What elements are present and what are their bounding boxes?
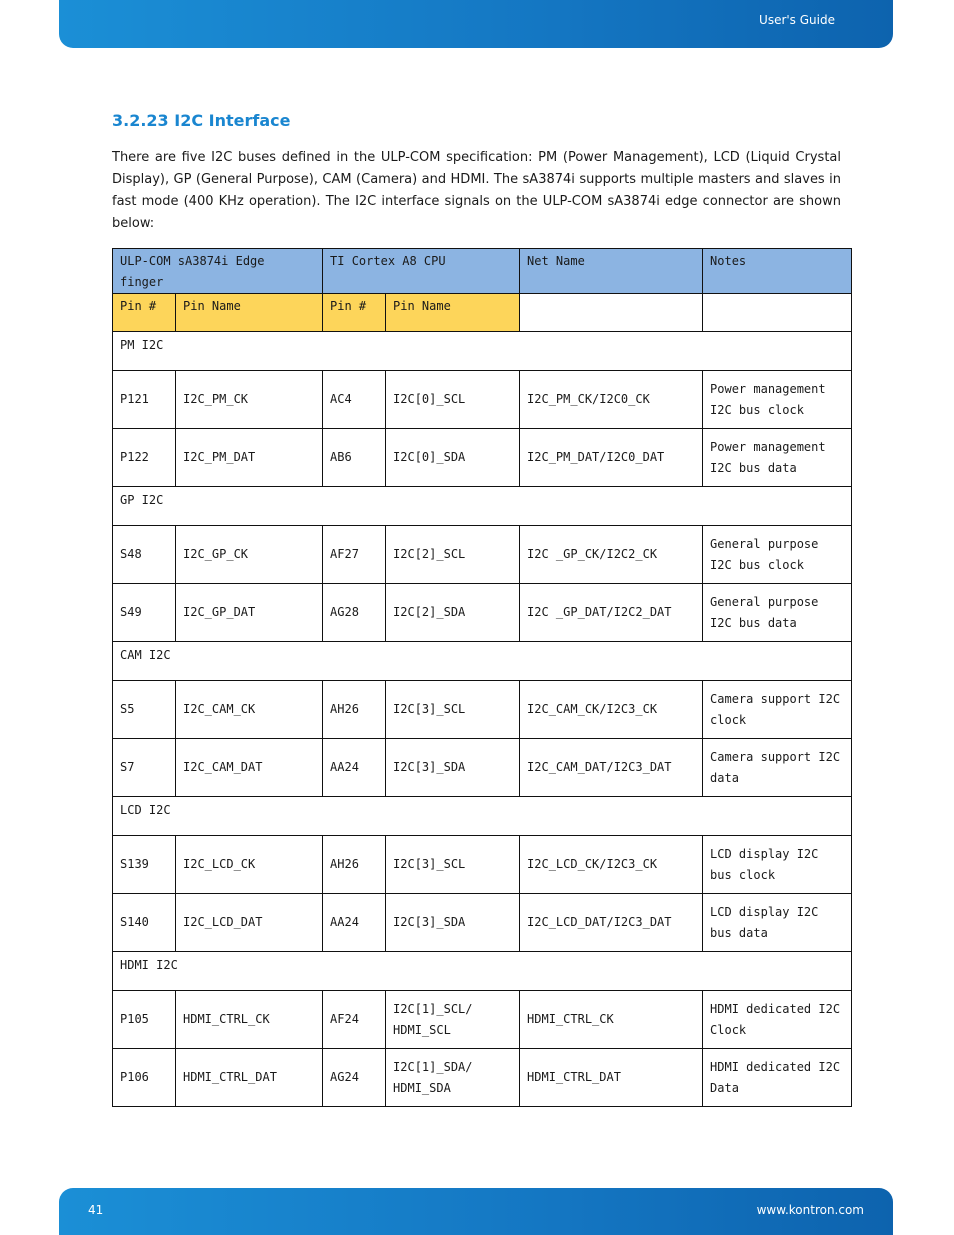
pin-name-cell: I2C_LCD_CK bbox=[176, 836, 323, 894]
subheader-pin: Pin # bbox=[113, 294, 176, 332]
table-row bbox=[113, 371, 852, 429]
net-name-cell: I2C_CAM_CK/I2C3_CK bbox=[520, 681, 703, 739]
pin-cell: S49 bbox=[113, 584, 176, 642]
cpu-pin-name-cell: I2C[1]_SDA/ HDMI_SDA bbox=[386, 1049, 520, 1107]
pin-name-cell: I2C_PM_CK bbox=[176, 371, 323, 429]
pin-name-cell: I2C_PM_DAT bbox=[176, 429, 323, 487]
pin-cell: S5 bbox=[113, 681, 176, 739]
pin-cell: P105 bbox=[113, 991, 176, 1049]
pin-cell: P122 bbox=[113, 429, 176, 487]
notes-cell: General purpose I2C bus data bbox=[703, 584, 852, 642]
pin-name-cell: HDMI_CTRL_DAT bbox=[176, 1049, 323, 1107]
cpu-pin-name-cell: I2C[1]_SCL/ HDMI_SCL bbox=[386, 991, 520, 1049]
subheader-cpu-pin-name: Pin Name bbox=[386, 294, 520, 332]
net-name-cell: I2C _GP_DAT/I2C2_DAT bbox=[520, 584, 703, 642]
i2c-pin-table bbox=[112, 248, 852, 1107]
group-label: LCD I2C bbox=[113, 797, 852, 836]
cpu-pin-cell: AG24 bbox=[323, 1049, 386, 1107]
header-edge-finger: ULP-COM sA3874i Edge finger bbox=[113, 249, 323, 294]
cpu-pin-cell: AA24 bbox=[323, 739, 386, 797]
table-row bbox=[113, 526, 852, 584]
net-name-cell: I2C_PM_CK/I2C0_CK bbox=[520, 371, 703, 429]
table-row bbox=[113, 429, 852, 487]
table-header-row bbox=[113, 249, 852, 294]
pin-cell: S140 bbox=[113, 894, 176, 952]
notes-cell: Camera support I2C data bbox=[703, 739, 852, 797]
group-row bbox=[113, 797, 852, 836]
net-name-cell: HDMI_CTRL_CK bbox=[520, 991, 703, 1049]
cpu-pin-name-cell: I2C[3]_SCL bbox=[386, 836, 520, 894]
header-bar bbox=[59, 0, 893, 48]
intro-paragraph: There are five I2C buses defined in the ULP-COM specification: PM (Power Management), LCD (Liquid Crystal Display), GP (General Purpose), CAM (Camera) and HDMI. The sA3874i supports multiple masters and slaves in fast mode (400 KHz operation). The I2C interface signals on the ULP-COM sA3874i edge connector are shown below: bbox=[112, 150, 841, 231]
table-row bbox=[113, 584, 852, 642]
cpu-pin-name-cell: I2C[3]_SDA bbox=[386, 739, 520, 797]
pin-name-cell: I2C_GP_DAT bbox=[176, 584, 323, 642]
net-name-cell: I2C_LCD_CK/I2C3_CK bbox=[520, 836, 703, 894]
table-subheader-row bbox=[113, 294, 852, 332]
pin-cell: S48 bbox=[113, 526, 176, 584]
notes-cell: LCD display I2C bus data bbox=[703, 894, 852, 952]
header-net-name: Net Name bbox=[520, 249, 703, 294]
group-label: PM I2C bbox=[113, 332, 852, 371]
cpu-pin-cell: AH26 bbox=[323, 836, 386, 894]
cpu-pin-name-cell: I2C[0]_SDA bbox=[386, 429, 520, 487]
pin-name-cell: I2C_GP_CK bbox=[176, 526, 323, 584]
group-row bbox=[113, 487, 852, 526]
pin-cell: S7 bbox=[113, 739, 176, 797]
group-label: CAM I2C bbox=[113, 642, 852, 681]
group-label: HDMI I2C bbox=[113, 952, 852, 991]
group-row bbox=[113, 952, 852, 991]
notes-cell: Camera support I2C clock bbox=[703, 681, 852, 739]
cpu-pin-cell: AG28 bbox=[323, 584, 386, 642]
pin-name-cell: HDMI_CTRL_CK bbox=[176, 991, 323, 1049]
notes-cell: Power management I2C bus data bbox=[703, 429, 852, 487]
page-number: 41 bbox=[88, 1203, 104, 1217]
pin-cell: P121 bbox=[113, 371, 176, 429]
cpu-pin-cell: AF24 bbox=[323, 991, 386, 1049]
pin-cell: P106 bbox=[113, 1049, 176, 1107]
notes-cell: HDMI dedicated I2C Data bbox=[703, 1049, 852, 1107]
pin-name-cell: I2C_CAM_DAT bbox=[176, 739, 323, 797]
cpu-pin-name-cell: I2C[3]_SDA bbox=[386, 894, 520, 952]
table-row bbox=[113, 681, 852, 739]
header-cpu: TI Cortex A8 CPU bbox=[323, 249, 520, 294]
group-row bbox=[113, 332, 852, 371]
section-heading: 3.2.23 I2C Interface bbox=[112, 111, 291, 130]
cpu-pin-cell: AF27 bbox=[323, 526, 386, 584]
subheader-empty-cell bbox=[520, 294, 703, 332]
table-row bbox=[113, 836, 852, 894]
net-name-cell: I2C _GP_CK/I2C2_CK bbox=[520, 526, 703, 584]
notes-cell: Power management I2C bus clock bbox=[703, 371, 852, 429]
footer-bar bbox=[59, 1188, 893, 1235]
cpu-pin-name-cell: I2C[2]_SCL bbox=[386, 526, 520, 584]
subheader-empty-cell bbox=[703, 294, 852, 332]
footer-url[interactable]: www.kontron.com bbox=[756, 1203, 864, 1217]
table-row bbox=[113, 991, 852, 1049]
pin-name-cell: I2C_CAM_CK bbox=[176, 681, 323, 739]
net-name-cell: I2C_PM_DAT/I2C0_DAT bbox=[520, 429, 703, 487]
cpu-pin-name-cell: I2C[0]_SCL bbox=[386, 371, 520, 429]
header-notes: Notes bbox=[703, 249, 852, 294]
net-name-cell: I2C_LCD_DAT/I2C3_DAT bbox=[520, 894, 703, 952]
subheader-pin-name: Pin Name bbox=[176, 294, 323, 332]
net-name-cell: I2C_CAM_DAT/I2C3_DAT bbox=[520, 739, 703, 797]
cpu-pin-cell: AB6 bbox=[323, 429, 386, 487]
group-label: GP I2C bbox=[113, 487, 852, 526]
group-row bbox=[113, 642, 852, 681]
cpu-pin-cell: AH26 bbox=[323, 681, 386, 739]
table-row bbox=[113, 894, 852, 952]
notes-cell: HDMI dedicated I2C Clock bbox=[703, 991, 852, 1049]
document-title: User's Guide bbox=[759, 13, 835, 27]
pin-cell: S139 bbox=[113, 836, 176, 894]
cpu-pin-name-cell: I2C[3]_SCL bbox=[386, 681, 520, 739]
pin-name-cell: I2C_LCD_DAT bbox=[176, 894, 323, 952]
cpu-pin-cell: AA24 bbox=[323, 894, 386, 952]
table-row bbox=[113, 1049, 852, 1107]
subheader-cpu-pin: Pin # bbox=[323, 294, 386, 332]
cpu-pin-name-cell: I2C[2]_SDA bbox=[386, 584, 520, 642]
table-row bbox=[113, 739, 852, 797]
net-name-cell: HDMI_CTRL_DAT bbox=[520, 1049, 703, 1107]
notes-cell: LCD display I2C bus clock bbox=[703, 836, 852, 894]
notes-cell: General purpose I2C bus clock bbox=[703, 526, 852, 584]
cpu-pin-cell: AC4 bbox=[323, 371, 386, 429]
